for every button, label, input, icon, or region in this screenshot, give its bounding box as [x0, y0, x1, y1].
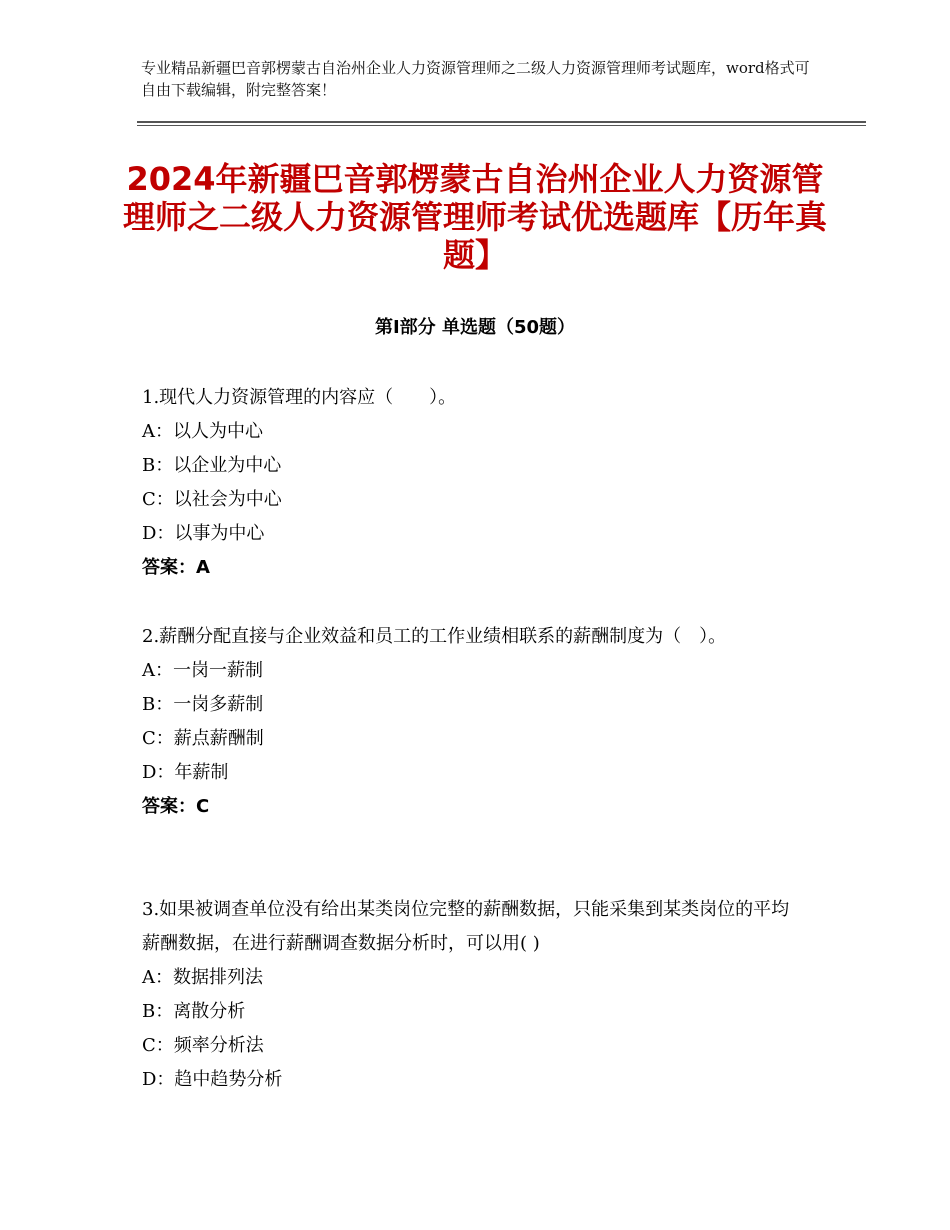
answer: 答案：A — [142, 557, 210, 578]
option-b: B：离散分析 — [142, 1001, 246, 1022]
option-a: A：以人为中心 — [142, 421, 263, 442]
question-stem: 3.如果被调查单位没有给出某类岗位完整的薪酬数据，只能采集到某类岗位的平均薪酬数据，在进行薪酬调查数据分析时，可以用( ) — [142, 899, 790, 954]
header-note: 专业精品新疆巴音郭楞蒙古自治州企业人力资源管理师之二级人力资源管理师考试题库，word格式可自由下载编辑，附完整答案！ — [141, 59, 810, 99]
question-1 — [142, 381, 802, 585]
question-3 — [142, 893, 802, 1097]
question-stem: 1.现代人力资源管理的内容应（ ）。 — [142, 387, 457, 408]
section-heading: 第Ⅰ部分 单选题（50题） — [374, 317, 575, 338]
option-a: A：一岗一薪制 — [142, 660, 263, 681]
option-d: D：年薪制 — [142, 762, 229, 783]
document-title: 2024年新疆巴音郭楞蒙古自治州企业人力资源管理师之二级人力资源管理师考试优选题库【历年真题】 — [122, 160, 827, 274]
option-b: B：以企业为中心 — [142, 455, 282, 476]
option-c: C：薪点薪酬制 — [142, 728, 264, 749]
question-2 — [142, 620, 802, 824]
option-d: D：以事为中心 — [142, 523, 265, 544]
option-c: C：以社会为中心 — [142, 489, 282, 510]
option-a: A：数据排列法 — [142, 967, 263, 988]
answer: 答案：C — [142, 796, 210, 817]
question-stem: 2.薪酬分配直接与企业效益和员工的工作业绩相联系的薪酬制度为（ ）。 — [142, 626, 727, 647]
header-divider — [137, 121, 866, 126]
option-c: C：频率分析法 — [142, 1035, 264, 1056]
option-d: D：趋中趋势分析 — [142, 1069, 283, 1090]
option-b: B：一岗多薪制 — [142, 694, 264, 715]
